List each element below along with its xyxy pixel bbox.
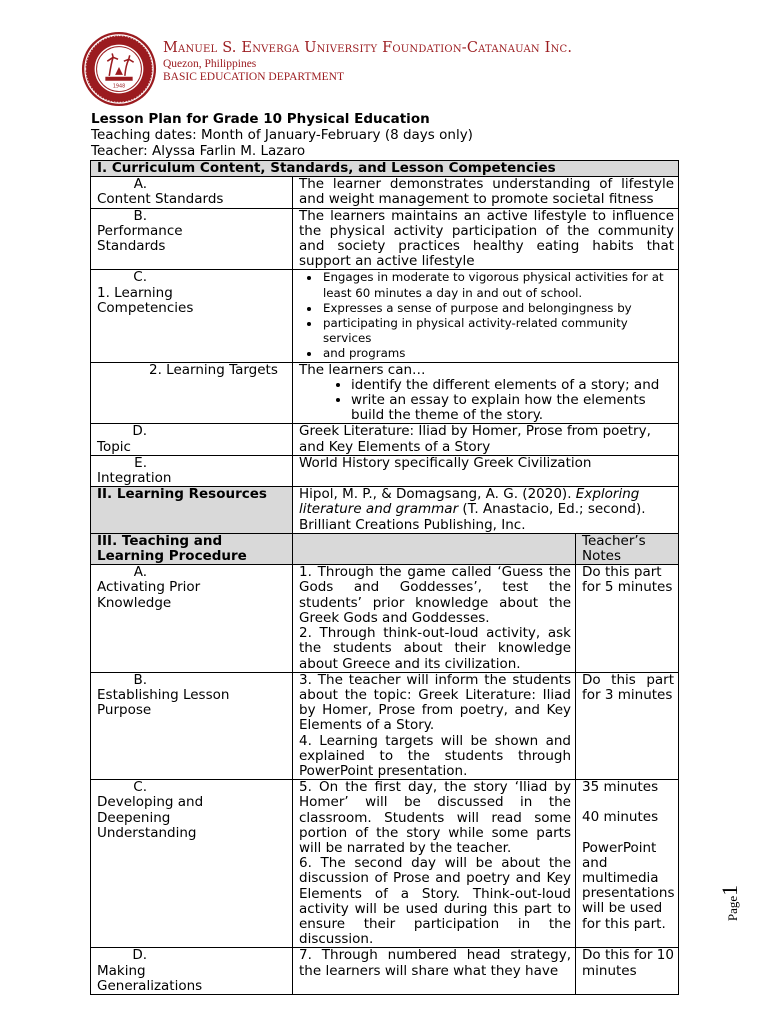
procedure-text bbox=[293, 565, 576, 672]
row-label bbox=[91, 948, 293, 995]
row-label bbox=[91, 270, 293, 362]
learning-targets-intro: The learners can… bbox=[299, 361, 426, 378]
row-letter: B. bbox=[133, 671, 147, 688]
procedure-text bbox=[293, 948, 576, 995]
row-title: Performance Standards bbox=[97, 222, 183, 255]
row-label bbox=[91, 177, 293, 208]
row-title: Activating Prior Knowledge bbox=[97, 579, 201, 611]
list-item: • participating in physical activity-related community services bbox=[321, 316, 674, 346]
section-learning-resources: II. Learning Resources bbox=[91, 487, 293, 534]
note-text: Do this part for 5 minutes bbox=[582, 564, 673, 596]
section-curriculum: I. Curriculum Content, Standards, and Lesson Competencies bbox=[91, 161, 679, 177]
row-label bbox=[91, 455, 293, 486]
learning-targets-cell bbox=[293, 362, 679, 424]
citation-authors: Hipol, M. P., & Domagsang, A. G. (2020). bbox=[299, 486, 576, 503]
procedure-text bbox=[293, 672, 576, 779]
teacher-name: Teacher: Alyssa Farlin M. Lazaro bbox=[91, 143, 306, 159]
table-row bbox=[91, 177, 679, 208]
document-title: Lesson Plan for Grade 10 Physical Education bbox=[91, 111, 430, 127]
section-procedure: III. Teaching and Learning Procedure bbox=[91, 533, 293, 564]
list-item: • and programs bbox=[321, 346, 674, 361]
row-title: 1. Learning Competencies bbox=[97, 284, 194, 316]
teacher-note bbox=[576, 948, 679, 995]
row-label bbox=[91, 362, 293, 424]
row-title: 2. Learning Targets bbox=[149, 361, 278, 378]
table-row bbox=[91, 780, 679, 948]
citation-publisher: (T. Anastacio, Ed.; second). Brilliant Creations Publishing, Inc. bbox=[299, 501, 646, 533]
list-item: • Engages in moderate to vigorous physical activities for at least 60 minutes a day in and out of school. bbox=[321, 270, 674, 300]
procedure-step: 2. Through think-out-loud activity, ask the students about their knowledge about Greece and its civilization. bbox=[299, 625, 571, 672]
row-letter: D. bbox=[132, 423, 147, 440]
table-row bbox=[91, 455, 679, 486]
note-text: 40 minutes bbox=[582, 809, 659, 826]
table-row bbox=[91, 362, 679, 424]
page-digit: 1 bbox=[717, 884, 743, 896]
row-title: Making Generalizations bbox=[97, 962, 203, 994]
citation-title: Exploring literature and grammar bbox=[299, 486, 640, 518]
learning-resources-text bbox=[293, 487, 679, 534]
table-row bbox=[91, 948, 679, 995]
table-row bbox=[91, 208, 679, 270]
content-standards-text: The learner demonstrates understanding of lifestyle and weight management to promote societal fitness bbox=[293, 177, 679, 208]
table-row bbox=[91, 424, 679, 455]
learning-competencies-cell bbox=[293, 270, 679, 362]
integration-text: World History specifically Greek Civilization bbox=[293, 455, 679, 486]
row-title: Topic bbox=[97, 438, 131, 455]
row-letter: A. bbox=[133, 564, 147, 581]
teacher-note bbox=[576, 565, 679, 672]
row-title: Establishing Lesson Purpose bbox=[97, 686, 230, 719]
table-row bbox=[91, 270, 679, 362]
row-label bbox=[91, 672, 293, 779]
topic-text: Greek Literature: Iliad by Homer, Prose from poetry, and Key Elements of a Story bbox=[293, 424, 679, 455]
row-label bbox=[91, 208, 293, 270]
list-item: • Expresses a sense of purpose and belongingness by bbox=[321, 301, 674, 316]
row-letter: D. bbox=[132, 947, 147, 964]
table-row bbox=[91, 487, 679, 534]
university-name: Manuel S. Enverga University Foundation-Catanauan Inc. bbox=[163, 40, 573, 56]
row-label bbox=[91, 565, 293, 672]
row-title: Developing and Deepening Understanding bbox=[97, 794, 204, 841]
learning-targets-list bbox=[299, 378, 674, 424]
lesson-plan-table bbox=[90, 160, 679, 995]
row-title: Content Standards bbox=[97, 191, 224, 208]
teaching-dates: Teaching dates: Month of January-February (8 days only) bbox=[91, 127, 473, 143]
procedure-step: 7. Through numbered head strategy, the learners will share what they have bbox=[299, 947, 571, 979]
procedure-step: 5. On the first day, the story ‘Iliad by Homer’ will be discussed in the classroom. Students will read some portion of the story while some parts will be narrated by the teacher. bbox=[299, 779, 571, 856]
note-text: 35 minutes bbox=[582, 779, 659, 796]
row-label bbox=[91, 780, 293, 948]
list-item: • identify the different elements of a story; and bbox=[351, 378, 674, 393]
procedure-step: 6. The second day will be about the discussion of Prose and poetry and Key Elements of a Story. Think-out-loud activity will be used during this part to ensure their participation in the discussion. bbox=[299, 855, 571, 948]
table-row bbox=[91, 672, 679, 779]
university-seal-logo bbox=[80, 30, 158, 108]
department-name: BASIC EDUCATION DEPARTMENT bbox=[163, 71, 344, 83]
competency-list bbox=[299, 270, 674, 361]
row-letter: C. bbox=[133, 269, 147, 286]
teacher-note bbox=[576, 780, 679, 948]
row-letter: A. bbox=[133, 176, 147, 193]
procedure-step: 4. Learning targets will be shown and explained to the students through PowerPoint presentation. bbox=[299, 732, 571, 779]
seal-year: 1948 bbox=[112, 83, 126, 90]
performance-standards-text: The learners maintains an active lifestyle to influence the physical activity participation of the community and society practices healthy eating habits that support an active lifestyle bbox=[293, 208, 679, 270]
procedure-step: 3. The teacher will inform the students about the topic: Greek Literature: Iliad by Homer, Prose from poetry, and Key Elements of a Story. bbox=[299, 671, 571, 734]
section-procedure-blank bbox=[293, 533, 576, 564]
row-letter: C. bbox=[133, 779, 147, 796]
university-location: Quezon, Philippines bbox=[163, 58, 257, 70]
row-label bbox=[91, 424, 293, 455]
page-word: Page bbox=[725, 895, 741, 922]
row-title: Integration bbox=[97, 470, 172, 487]
note-text: PowerPoint and multimedia presentations will be used for this part. bbox=[582, 839, 675, 932]
row-letter: E. bbox=[134, 454, 147, 471]
lesson-plan-heading bbox=[91, 111, 473, 159]
table-row bbox=[91, 565, 679, 672]
note-text: Do this for 10 minutes bbox=[582, 947, 674, 979]
section-header-row bbox=[91, 533, 679, 564]
procedure-text bbox=[293, 780, 576, 948]
list-item: • write an essay to explain how the elements build the theme of the story. bbox=[351, 393, 674, 423]
page-number bbox=[717, 885, 743, 921]
procedure-step: 1. Through the game called ‘Guess the Gods and Goddesses’, test the students’ prior knowledge about the Greek Gods and Goddesses. bbox=[299, 564, 571, 626]
note-text: Do this part for 3 minutes bbox=[582, 671, 675, 703]
section-header-row bbox=[91, 161, 679, 177]
row-letter: B. bbox=[133, 207, 147, 224]
teachers-notes-header: Teacher’s Notes bbox=[576, 533, 679, 564]
teacher-note bbox=[576, 672, 679, 779]
